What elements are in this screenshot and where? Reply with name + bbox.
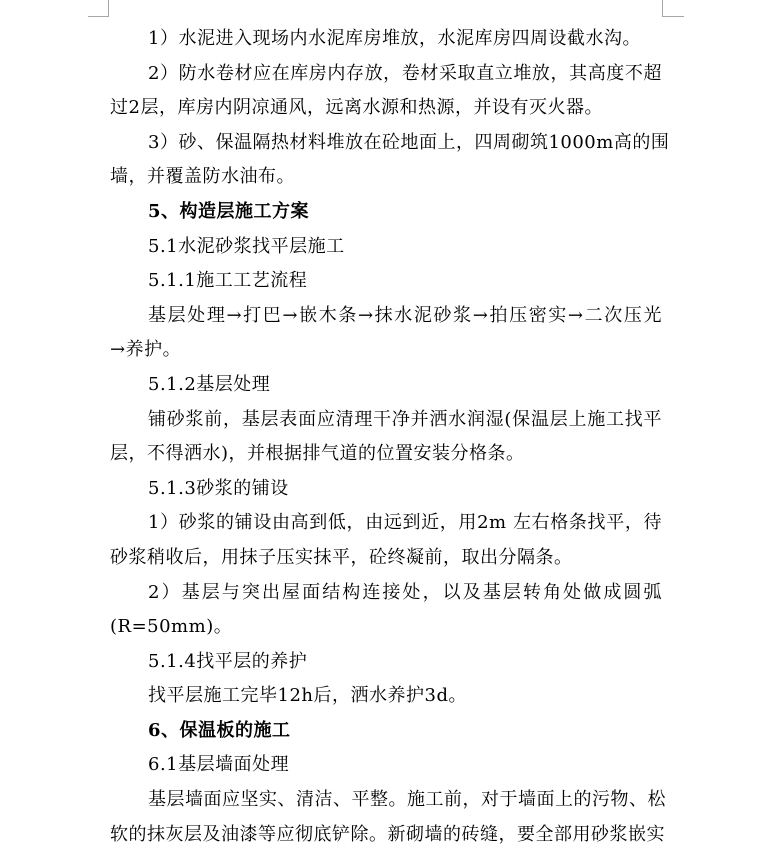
paragraph-line: 墙，并覆盖防水油布。 [110, 166, 295, 188]
subheading-5-1-1 [110, 264, 662, 299]
subheading-text: 6.1基层墙面处理 [148, 754, 290, 776]
paragraph-line: 基层处理→打巴→嵌木条→抹水泥砂浆→拍压密实→二次压光 [148, 304, 662, 326]
crop-mark-top-left-horizontal [88, 16, 109, 17]
material-storage-item-2 [110, 57, 662, 126]
subheading-text: 5.1.3砂浆的铺设 [148, 477, 289, 499]
paragraph-line: 基层墙面应坚实、清洁、平整。施工前，对于墙面上的污物、松 [148, 789, 666, 811]
subheading-6-1 [110, 748, 662, 783]
paragraph-line: 铺砂浆前，基层表面应清理干净并洒水润湿(保温层上施工找平 [148, 408, 662, 430]
wall-treatment-paragraph [110, 783, 666, 852]
paragraph-line: 1）水泥进入现场内水泥库房堆放，水泥库房四周设截水沟。 [148, 28, 641, 49]
crop-mark-top-right-vertical [662, 0, 663, 16]
document-body[interactable] [110, 22, 670, 852]
material-storage-item-1 [110, 22, 662, 57]
paragraph-line: 3）砂、保温隔热材料堆放在砼地面上，四周砌筑1000m高的围 [148, 131, 670, 153]
paragraph-line: →养护。 [110, 339, 182, 361]
heading-text: 5、构造层施工方案 [148, 200, 310, 222]
subheading-5-1 [110, 230, 662, 265]
paragraph-line: 层，不得洒水)，并根据排气道的位置安装分格条。 [110, 443, 525, 465]
paragraph-line: 2）防水卷材应在库房内存放，卷材采取直立堆放，其高度不超 [148, 62, 662, 84]
subheading-text: 5.1水泥砂浆找平层施工 [148, 235, 345, 257]
base-treatment-paragraph [110, 403, 662, 472]
subheading-text: 5.1.4找平层的养护 [148, 650, 308, 672]
material-storage-item-3 [110, 126, 670, 195]
subheading-5-1-4 [110, 645, 662, 680]
heading-text: 6、保温板的施工 [148, 719, 291, 741]
crop-mark-top-left-vertical [108, 0, 109, 16]
mortar-laying-item-1 [110, 506, 662, 575]
crop-mark-top-right-horizontal [662, 16, 684, 17]
subheading-text: 5.1.2基层处理 [148, 373, 271, 395]
section-heading-6 [110, 714, 662, 749]
paragraph-line: 2）基层与突出屋面结构连接处，以及基层转角处做成圆弧 [148, 581, 662, 603]
section-heading-5 [110, 195, 662, 230]
subheading-5-1-3 [110, 472, 662, 507]
paragraph-line: 1）砂浆的铺设由高到低，由远到近，用2m 左右格条找平，待 [148, 512, 662, 534]
subheading-5-1-2 [110, 368, 662, 403]
paragraph-line: 过2层，库房内阴凉通风，远离水源和热源，并设有灭火器。 [110, 97, 603, 119]
paragraph-line: 砂浆稍收后，用抹子压实抹平，砼终凝前，取出分隔条。 [110, 546, 573, 568]
paragraph-line: 软的抹灰层及油漆等应彻底铲除。新砌墙的砖缝，要全部用砂浆嵌实 [110, 823, 665, 845]
paragraph-line: 找平层施工完毕12h后，洒水养护3d。 [148, 685, 467, 707]
curing-paragraph [110, 679, 662, 714]
mortar-laying-item-2 [110, 576, 662, 645]
subheading-text: 5.1.1施工工艺流程 [148, 270, 308, 292]
paragraph-line: (R=50mm)。 [110, 616, 233, 638]
process-flow-paragraph [110, 299, 662, 368]
